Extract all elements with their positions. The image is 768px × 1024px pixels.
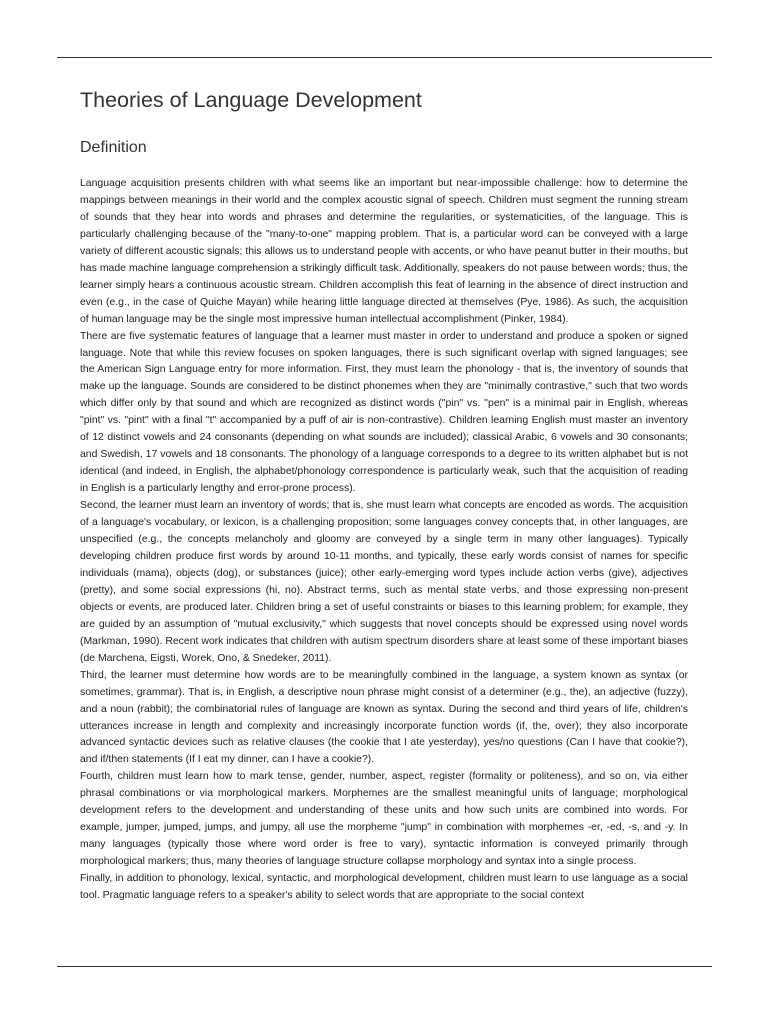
- paragraph-6: Finally, in addition to phonology, lexical, syntactic, and morphological development, children must learn to use language as a social tool. Pragmatic language refers to a speaker's ability to select words that are appropriate to the social context: [80, 873, 688, 902]
- paragraph-2: There are five systematic features of language that a learner must master in order to understand and produce a spoken or signed language. Note that while this review focuses on spoken languages, there is such significant overlap with signed languages; see the American Sign Language entry for more information. First, they must learn the phonology - that is, the inventory of sounds that make up the language. Sounds are considered to be distinct phonemes when they are "minimally contrastive," such that two words which differ only by that sound and which are recognized as distinct words ("pin" vs. "pen" is a minimal pair in English, whereas "pint" vs. "pint" with a final "t" accompanied by a puff of air is non-contrastive). Children learning English must master an inventory of 12 distinct vowels and 24 consonants (depending on what sounds are included); classical Arabic, 6 vowels and 30 consonants; and Swedish, 17 vowels and 18 consonants. The phonology of a language corresponds to a degree to its written alphabet but is not identical (and indeed, in English, the alphabet/phonology correspondence is particularly weak, such that the acquisition of reading in English is a particularly lengthy and error-prone process).: [80, 330, 688, 495]
- top-rule: [57, 57, 712, 58]
- document-body: [80, 176, 688, 954]
- paragraph-5: Fourth, children must learn how to mark tense, gender, number, aspect, register (formality or politeness), and so on, via either phrasal combinations or via morphological markers. Morphemes are the smallest meaningful units of language; morphological development refers to the development and understanding of these units and how such units are combined into words. For example, jumper, jumped, jumps, and jumpy, all use the morpheme "jump" in combination with morphemes -er, -ed, -s, and -y. In many languages (typically those where word order is free to vary), syntactic information is conveyed primarily through morphological markers; thus, many theories of language structure collapse morphology and syntax into a single process.: [80, 771, 688, 868]
- document-title: Theories of Language Development: [80, 88, 422, 112]
- section-heading: Definition: [80, 139, 147, 156]
- paragraph-3: Second, the learner must learn an inventory of words; that is, she must learn what concepts are encoded as words. The acquisition of a language's vocabulary, or lexicon, is a challenging proposition; some languages convey concepts that, in other languages, are unspecified (e.g., the concepts melancholy and gloomy are conveyed by a single term in many other languages). Typically developing children produce first words by around 10-11 months, and typically, these early words consist of names for specific individuals (mama), objects (dog), or substances (juice); other early-emerging word types include action verbs (give), adjectives (pretty), and some social expressions (hi, no). Abstract terms, such as mental state verbs, and those expressing non-present objects or events, are produced later. Children bring a set of useful constraints or biases to this learning problem; for example, they are guided by an assumption of "mutual exclusivity," which suggests that novel concepts should be expressed using novel words (Markman, 1990). Recent work indicates that children with autism spectrum disorders share at least some of these important biases (de Marchena, Eigsti, Worek, Ono, & Snedeker, 2011).: [80, 500, 688, 664]
- bottom-rule: [57, 966, 712, 967]
- paragraph-4: Third, the learner must determine how words are to be meaningfully combined in the language, a system known as syntax (or sometimes, grammar). That is, in English, a descriptive noun phrase might consist of a determiner (e.g., the), an adjective (fuzzy), and a noun (rabbit); the combinatorial rules of language are known as syntax. During the second and third years of life, children's utterances increase in length and complexity and increasingly incorporate function words (if, the, over); they also incorporate advanced syntactic devices such as relative clauses (the cookie that I ate yesterday), yes/no questions (Can I have that cookie?), and if/then statements (If I eat my dinner, can I have a cookie?).: [80, 669, 688, 766]
- paragraph-1: Language acquisition presents children with what seems like an important but near-impossible challenge: how to determine the mappings between meanings in their world and the complex acoustic signal of speech. Children must segment the running stream of sounds that they hear into words and phrases and determine the regularities, or systematicities, of the language. This is particularly challenging because of the "many-to-one" mapping problem. That is, a particular word can be conveyed with a large variety of different acoustic signals; this allows us to understand people with accents, or who have peanut butter in their mouths, but has made machine language comprehension a strikingly difficult task. Additionally, speakers do not pause between words; thus, the learner simply hears a continuous acoustic stream. Children accomplish this feat of learning in the absence of direct instruction and even (e.g., in the case of Quiche Mayan) while hearing little language directed at themselves (Pye, 1986). As such, the acquisition of human language may be the single most impressive human intellectual accomplishment (Pinker, 1984).: [80, 178, 688, 325]
